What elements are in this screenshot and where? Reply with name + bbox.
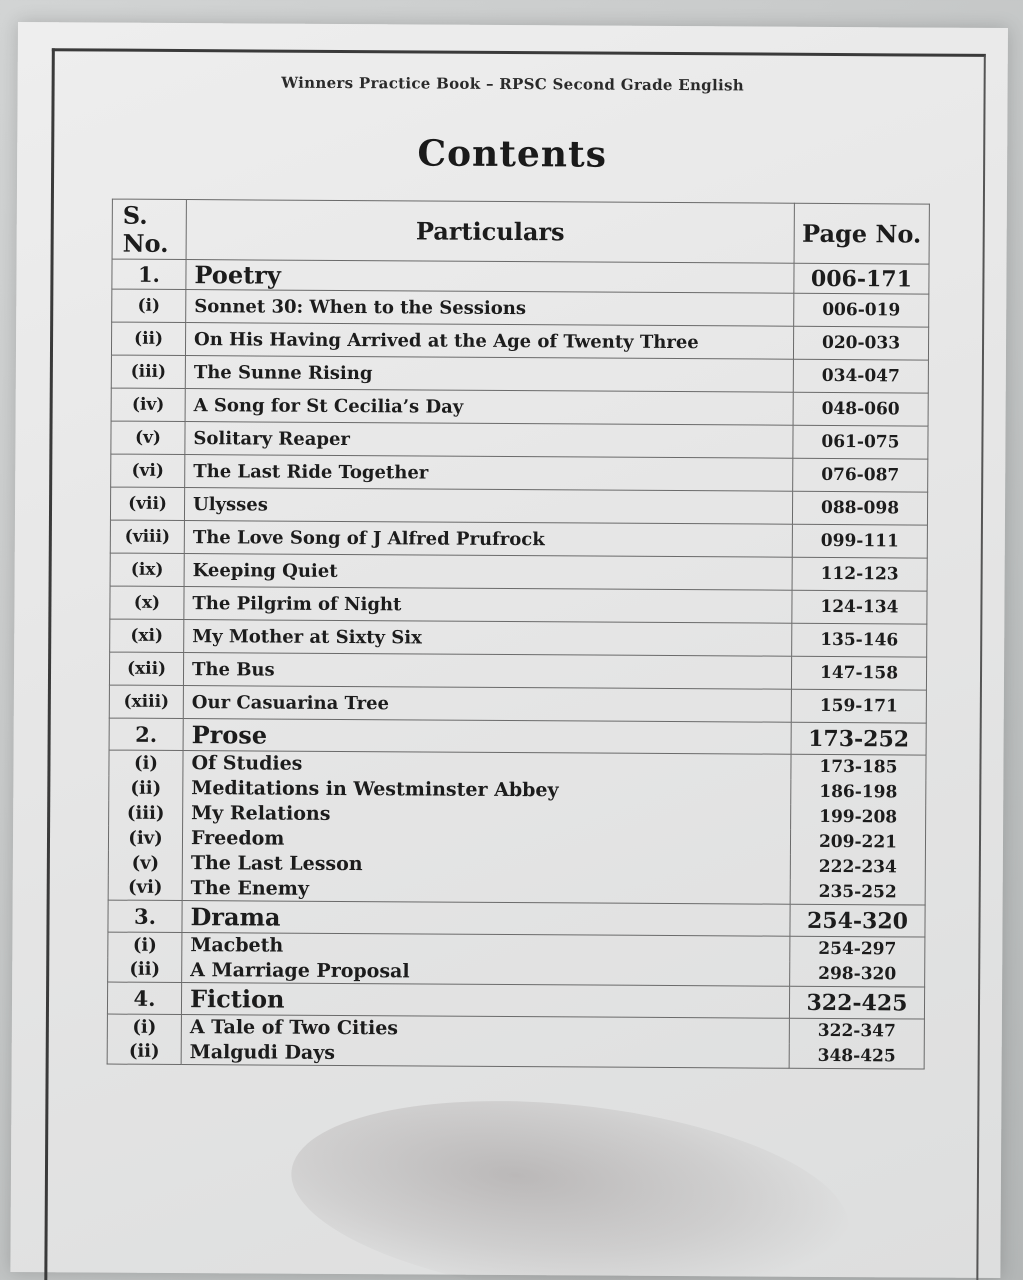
section-pages: 254-320 [790, 904, 925, 937]
item-number: (x) [110, 586, 184, 619]
section-title: Prose [183, 719, 791, 755]
item-number: (ii) [107, 1039, 181, 1064]
header-sno: S. No. [112, 199, 186, 259]
item-number: (xii) [109, 652, 183, 685]
item-pages: 048-060 [793, 392, 928, 426]
item-title: A Marriage Proposal [182, 958, 790, 987]
table-header-row [112, 199, 929, 264]
item-number: (vii) [110, 487, 184, 520]
item-title: Freedom [182, 826, 790, 855]
item-pages: 076-087 [793, 458, 928, 492]
item-number: (v) [108, 850, 182, 875]
item-number: (ii) [108, 957, 182, 982]
item-pages: 099-111 [792, 524, 927, 558]
header-particulars: Particulars [186, 200, 794, 264]
section-pages: 173-252 [791, 722, 926, 755]
item-title: A Tale of Two Cities [181, 1015, 789, 1044]
item-number: (ii) [109, 775, 183, 800]
table-row [110, 520, 927, 558]
item-pages: 061-075 [793, 425, 928, 459]
item-title: The Pilgrim of Night [184, 587, 792, 624]
item-pages: 186-198 [791, 779, 926, 805]
item-number: (v) [111, 421, 185, 454]
item-pages: 112-123 [792, 557, 927, 591]
item-title: On His Having Arrived at the Age of Twenty Three [185, 323, 793, 360]
table-row [111, 355, 928, 393]
contents-body [107, 259, 929, 1069]
section-row [109, 718, 926, 755]
item-pages: 006-019 [794, 293, 929, 327]
item-pages: 222-234 [790, 854, 925, 880]
item-pages: 254-297 [790, 936, 925, 962]
table-row [110, 487, 927, 525]
item-title: Keeping Quiet [184, 554, 792, 591]
item-number: (ix) [110, 553, 184, 586]
section-row [107, 982, 924, 1019]
item-title: The Love Song of J Alfred Prufrock [184, 521, 792, 558]
item-number: (xiii) [109, 685, 183, 718]
section-title: Drama [182, 901, 790, 937]
contents-table [107, 199, 930, 1070]
item-number: (vi) [108, 875, 182, 900]
item-pages: 235-252 [790, 879, 925, 905]
item-number: (iii) [109, 800, 183, 825]
item-title: Macbeth [182, 933, 790, 962]
table-row [110, 586, 927, 624]
item-pages: 173-185 [791, 754, 926, 780]
item-pages: 034-047 [793, 359, 928, 393]
section-title: Poetry [186, 260, 794, 294]
section-row [108, 900, 925, 937]
item-title: Ulysses [184, 488, 792, 525]
section-number: 3. [108, 900, 182, 932]
item-pages: 147-158 [791, 656, 926, 690]
item-number: (xi) [110, 619, 184, 652]
item-title: The Enemy [182, 876, 790, 905]
item-title: My Relations [183, 801, 791, 830]
table-row [109, 652, 926, 690]
item-title: The Last Ride Together [185, 455, 793, 492]
page-title: Contents [417, 132, 608, 176]
item-pages: 135-146 [792, 623, 927, 657]
section-title: Fiction [181, 983, 789, 1019]
section-pages: 322-425 [789, 986, 924, 1019]
item-pages: 298-320 [790, 961, 925, 987]
item-number: (i) [112, 289, 186, 322]
item-pages: 088-098 [792, 491, 927, 525]
item-number: (i) [109, 750, 183, 775]
table-row [109, 685, 926, 723]
item-pages: 159-171 [791, 689, 926, 723]
item-title: Sonnet 30: When to the Sessions [186, 290, 794, 327]
item-title: The Sunne Rising [185, 356, 793, 393]
section-number: 2. [109, 718, 183, 750]
item-pages: 209-221 [790, 829, 925, 855]
item-title: The Bus [183, 653, 791, 690]
section-row [112, 259, 929, 294]
table-row [110, 619, 927, 657]
table-row [107, 1039, 924, 1069]
table-row [110, 553, 927, 591]
book-page [10, 22, 1008, 1278]
item-title: The Last Lesson [182, 851, 790, 880]
item-pages: 124-134 [792, 590, 927, 624]
item-title: Our Casuarina Tree [183, 686, 791, 723]
item-number: (i) [108, 932, 182, 957]
item-pages: 322-347 [789, 1018, 924, 1044]
table-row [111, 421, 928, 459]
item-pages: 020-033 [793, 326, 928, 360]
item-number: (ii) [111, 322, 185, 355]
item-number: (vi) [111, 454, 185, 487]
item-pages: 199-208 [791, 804, 926, 830]
item-number: (viii) [110, 520, 184, 553]
item-pages: 348-425 [789, 1043, 924, 1069]
item-title: Of Studies [183, 751, 791, 780]
item-number: (i) [107, 1014, 181, 1039]
table-row [112, 289, 929, 327]
item-title: Malgudi Days [181, 1040, 789, 1069]
item-number: (iv) [111, 388, 185, 421]
item-title: Solitary Reaper [185, 422, 793, 459]
item-title: My Mother at Sixty Six [184, 620, 792, 657]
item-title: Meditations in Westminster Abbey [183, 776, 791, 805]
section-pages: 006-171 [794, 263, 929, 294]
item-number: (iii) [111, 355, 185, 388]
item-title: A Song for St Cecilia’s Day [185, 389, 793, 426]
table-row [111, 388, 928, 426]
section-number: 1. [112, 259, 186, 289]
section-number: 4. [107, 982, 181, 1014]
table-row [111, 322, 928, 360]
item-number: (iv) [108, 825, 182, 850]
header-page-no: Page No. [794, 203, 929, 264]
book-title-header: Winners Practice Book – RPSC Second Grade English [281, 73, 744, 95]
table-row [111, 454, 928, 492]
